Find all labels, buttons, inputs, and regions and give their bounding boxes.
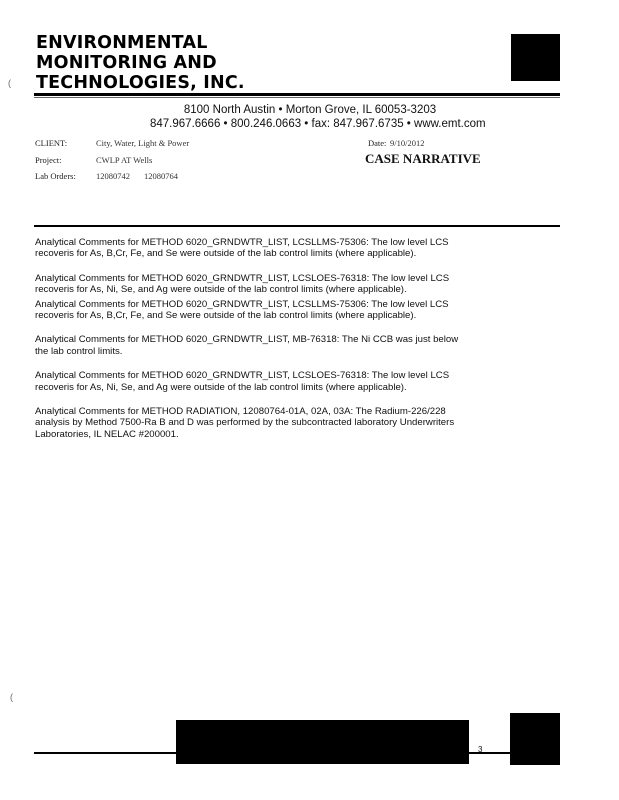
address-line: 8100 North Austin • Morton Grove, IL 60053-3203: [183, 104, 437, 116]
comment-paragraph: Analytical Comments for METHOD 6020_GRNDWTR_LIST, LCSLOES-76318: The low level LCS recoveris for As, Ni, Se, and Ag were outside of the lab control limits (where applicable).: [35, 272, 450, 296]
header-rule-thin: [34, 97, 560, 98]
scan-mark-bottom: (: [10, 692, 13, 702]
comment-paragraph: Analytical Comments for METHOD 6020_GRNDWTR_LIST, LCSLOES-76318: The low level LCS recoveris for As, Ni, Se, and Ag were outside of the lab control limits (where applicable).: [35, 370, 450, 393]
client-value: City, Water, Light & Power: [96, 138, 190, 148]
client-label: CLIENT:: [35, 138, 68, 148]
page-number: 3: [478, 745, 483, 754]
comment-paragraph: Analytical Comments for METHOD RADIATION, 12080764-01A, 02A, 03A: The Radium-226/228 analysis by Method 7500-Ra B and D was performed by the subcontracted laboratory Underwriters Laboratories, IL NELAC #200001.: [35, 406, 455, 440]
company-address: [150, 103, 486, 131]
redaction-block-bottom-right: [510, 713, 560, 765]
lab-orders-label: Lab Orders:: [35, 171, 76, 181]
redaction-block-top: [511, 34, 560, 81]
redaction-block-footer: [176, 720, 469, 764]
comment-paragraph: Analytical Comments for METHOD 6020_GRNDWTR_LIST, MB-76318: The Ni CCB was just below the lab control limits.: [35, 334, 459, 357]
company-name-line-2: MONITORING AND: [36, 53, 217, 73]
scan-mark-top: (: [8, 78, 11, 88]
project-value: CWLP AT Wells: [96, 155, 153, 165]
company-name-line-1: ENVIRONMENTAL: [36, 33, 208, 53]
header-rule: [34, 93, 560, 96]
document-title: CASE NARRATIVE: [365, 151, 481, 166]
comment-paragraph: Analytical Comments for METHOD 6020_GRNDWTR_LIST, LCSLLMS-75306: The low level LCS recoveris for As, B,Cr, Fe, and Se were outside of the lab control limits (where applicable).: [35, 237, 449, 260]
analytical-comments: [35, 237, 515, 440]
lab-order-2: 12080764: [144, 171, 178, 181]
comment-paragraph: Analytical Comments for METHOD 6020_GRNDWTR_LIST, LCSLLMS-75306: The low level LCS recoveris for As, B,Cr, Fe, and Se were outside of the lab control limits (where applicable).: [35, 298, 449, 322]
company-name: [36, 33, 245, 93]
company-name-line-3: TECHNOLOGIES, INC.: [36, 73, 245, 93]
contact-line: 847.967.6666 • 800.246.0663 • fax: 847.967.6735 • www.emt.com: [150, 118, 486, 130]
project-label: Project:: [35, 155, 62, 165]
lab-order-1: 12080742: [96, 171, 130, 181]
date-label: Date:: [368, 138, 387, 148]
date-value: 9/10/2012: [390, 138, 425, 148]
section-rule: [34, 225, 560, 227]
